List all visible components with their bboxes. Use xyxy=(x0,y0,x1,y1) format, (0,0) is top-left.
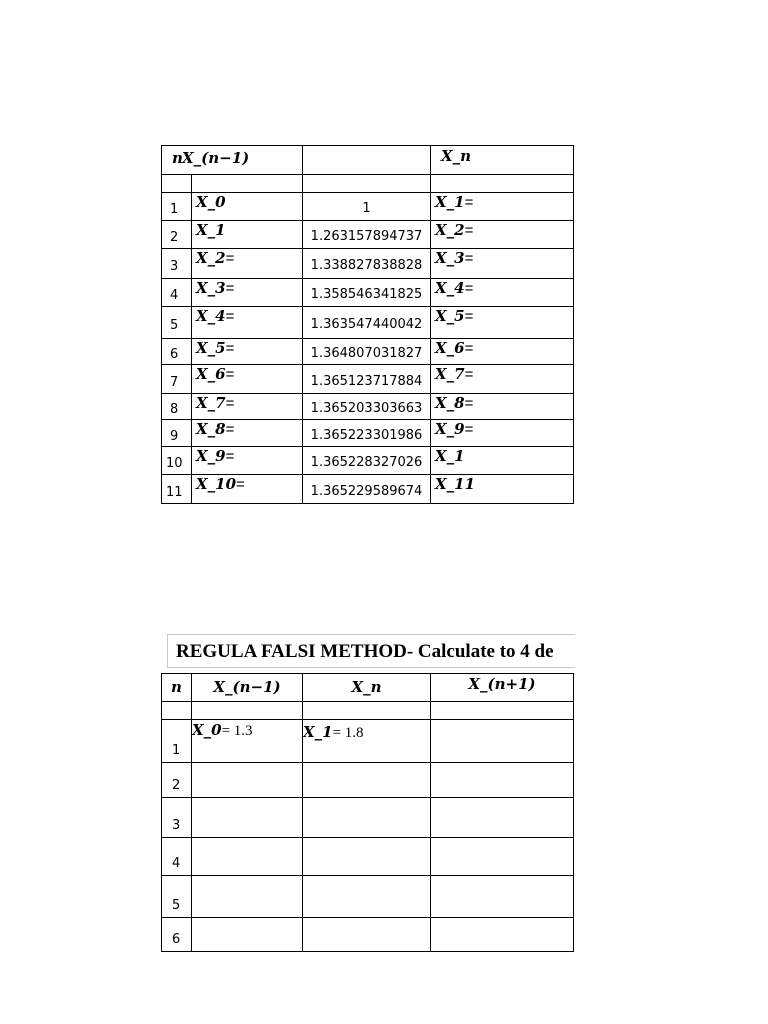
value-cell: 1.363547440042 xyxy=(303,307,431,339)
next-x-cell xyxy=(431,475,574,504)
value-cell: 1.365229589674 xyxy=(303,475,431,504)
section-title-text: REGULA FALSI METHOD- Calculate to 4 de xyxy=(176,641,554,662)
next-x-cell xyxy=(431,279,574,307)
prev-x-label: X_8 xyxy=(196,420,226,438)
header-n: n xyxy=(171,678,182,696)
row-index: 10 xyxy=(162,447,192,475)
value-cell: 1.365203303663 xyxy=(303,394,431,420)
next-x-label: X_7 xyxy=(435,365,465,383)
row-index: 5 xyxy=(162,876,192,918)
empty-cell[interactable] xyxy=(431,838,574,876)
row-index: 6 xyxy=(162,339,192,365)
prev-x-label: X_7 xyxy=(196,394,226,412)
section-title xyxy=(167,634,575,668)
row-index: 8 xyxy=(162,394,192,420)
equals-sign: = xyxy=(225,395,235,412)
table-row xyxy=(162,193,574,221)
prev-x-label: X_2 xyxy=(196,249,226,267)
next-x-cell xyxy=(431,447,574,475)
empty-cell[interactable] xyxy=(303,798,431,838)
value-cell: 1.263157894737 xyxy=(303,221,431,249)
row-index: 2 xyxy=(162,763,192,798)
table-row xyxy=(162,279,574,307)
next-x-label: X_6 xyxy=(435,339,465,357)
x1-label: X_1 xyxy=(303,723,333,741)
prev-x-label: X_5 xyxy=(196,339,226,357)
row-index: 11 xyxy=(162,475,192,504)
header-current: X_n xyxy=(351,678,382,696)
table-row xyxy=(162,475,574,504)
next-x-cell xyxy=(431,249,574,279)
equals-sign: = xyxy=(464,395,474,412)
regula-falsi-table xyxy=(161,673,574,952)
header-n: n xyxy=(172,149,183,167)
prev-x-cell xyxy=(192,279,303,307)
row-index: 3 xyxy=(162,798,192,838)
next-x-cell xyxy=(431,339,574,365)
equals-sign: = xyxy=(464,280,474,297)
prev-x-cell xyxy=(192,339,303,365)
next-x-label: X_2 xyxy=(435,221,465,239)
iteration-table xyxy=(161,145,574,504)
header-next: X_(n+1) xyxy=(468,675,536,693)
table-row xyxy=(162,720,574,763)
row-index: 5 xyxy=(162,307,192,339)
x1-value: = 1.8 xyxy=(332,725,364,741)
prev-x-label: X_9 xyxy=(196,447,226,465)
next-x-label: X_9 xyxy=(435,420,465,438)
value-cell: 1.364807031827 xyxy=(303,339,431,365)
next-x-cell xyxy=(431,221,574,249)
table-row xyxy=(162,876,574,918)
value-cell: 1.338827838828 xyxy=(303,249,431,279)
value-cell: 1.365123717884 xyxy=(303,365,431,394)
prev-x-label: X_0 xyxy=(196,193,226,211)
table-spacer-row xyxy=(162,175,574,193)
equals-sign: = xyxy=(464,222,474,239)
equals-sign: = xyxy=(464,308,474,325)
empty-cell[interactable] xyxy=(303,763,431,798)
equals-sign: = xyxy=(464,250,474,267)
prev-x-cell xyxy=(192,394,303,420)
table-row xyxy=(162,365,574,394)
next-x-label: X_1 xyxy=(435,447,465,465)
row-index: 1 xyxy=(162,720,192,763)
row-index: 4 xyxy=(162,838,192,876)
equals-sign: = xyxy=(464,421,474,438)
next-x-cell xyxy=(431,193,574,221)
prev-x-label: X_4 xyxy=(196,307,226,325)
value-cell: 1.365223301986 xyxy=(303,420,431,447)
value-cell: 1.358546341825 xyxy=(303,279,431,307)
header-cell-n-prev xyxy=(162,146,303,175)
prev-x-label: X_6 xyxy=(196,365,226,383)
initial-x0-cell[interactable] xyxy=(192,720,303,763)
row-index: 1 xyxy=(162,193,192,221)
x0-label: X_0 xyxy=(192,721,222,739)
prev-x-cell xyxy=(192,447,303,475)
table-row xyxy=(162,307,574,339)
prev-x-cell xyxy=(192,193,303,221)
initial-x1-cell[interactable] xyxy=(303,720,431,763)
next-x-cell xyxy=(431,307,574,339)
empty-cell[interactable] xyxy=(303,918,431,952)
table-row xyxy=(162,838,574,876)
table-row xyxy=(162,918,574,952)
value-cell: 1 xyxy=(303,193,431,221)
table-row xyxy=(162,221,574,249)
prev-x-cell xyxy=(192,249,303,279)
empty-cell[interactable] xyxy=(192,838,303,876)
empty-cell[interactable] xyxy=(431,876,574,918)
row-index: 6 xyxy=(162,918,192,952)
table-header-row xyxy=(162,146,574,175)
empty-cell[interactable] xyxy=(192,918,303,952)
header-next-cell xyxy=(431,146,574,175)
equals-sign: = xyxy=(225,421,235,438)
equals-sign: = xyxy=(225,448,235,465)
equals-sign: = xyxy=(236,476,245,493)
next-x-cell xyxy=(431,365,574,394)
table-header-row xyxy=(162,674,574,702)
header-prev: X_(n−1) xyxy=(213,678,281,696)
next-cell[interactable] xyxy=(431,720,574,763)
equals-sign: = xyxy=(225,280,235,297)
table-spacer-row xyxy=(162,702,574,720)
empty-cell[interactable] xyxy=(431,763,574,798)
next-x-cell xyxy=(431,420,574,447)
row-index: 2 xyxy=(162,221,192,249)
prev-x-cell xyxy=(192,475,303,504)
empty-cell[interactable] xyxy=(431,798,574,838)
equals-sign: = xyxy=(225,308,235,325)
equals-sign: = xyxy=(464,194,474,211)
next-x-label: X_5 xyxy=(435,307,465,325)
equals-sign: = xyxy=(464,366,474,383)
empty-cell[interactable] xyxy=(303,838,431,876)
prev-x-label: X_10 xyxy=(196,475,237,493)
empty-cell[interactable] xyxy=(192,798,303,838)
table-row xyxy=(162,447,574,475)
value-cell: 1.365228327026 xyxy=(303,447,431,475)
row-index: 9 xyxy=(162,420,192,447)
prev-x-cell xyxy=(192,420,303,447)
table-row xyxy=(162,339,574,365)
table-row xyxy=(162,394,574,420)
next-x-label: X_4 xyxy=(435,279,465,297)
next-x-label: X_1 xyxy=(435,193,465,211)
prev-x-label: X_1 xyxy=(196,221,226,239)
row-index: 4 xyxy=(162,279,192,307)
equals-sign: = xyxy=(225,366,235,383)
table-row xyxy=(162,249,574,279)
empty-cell[interactable] xyxy=(303,876,431,918)
next-x-label: X_11 xyxy=(435,475,476,493)
header-prev: X_(n−1) xyxy=(182,149,250,167)
header-empty xyxy=(303,146,431,175)
next-x-label: X_8 xyxy=(435,394,465,412)
prev-x-label: X_3 xyxy=(196,279,226,297)
row-index: 3 xyxy=(162,249,192,279)
next-x-cell xyxy=(431,394,574,420)
x0-value: = 1.3 xyxy=(221,723,253,739)
header-next: X_n xyxy=(441,147,472,165)
empty-cell[interactable] xyxy=(192,876,303,918)
empty-cell[interactable] xyxy=(192,763,303,798)
table-row xyxy=(162,763,574,798)
equals-sign: = xyxy=(464,340,474,357)
prev-x-cell xyxy=(192,365,303,394)
equals-sign: = xyxy=(225,250,235,267)
row-index: 7 xyxy=(162,365,192,394)
prev-x-cell xyxy=(192,307,303,339)
table-row xyxy=(162,420,574,447)
equals-sign: = xyxy=(225,340,235,357)
next-x-label: X_3 xyxy=(435,249,465,267)
empty-cell[interactable] xyxy=(431,918,574,952)
prev-x-cell xyxy=(192,221,303,249)
table-row xyxy=(162,798,574,838)
